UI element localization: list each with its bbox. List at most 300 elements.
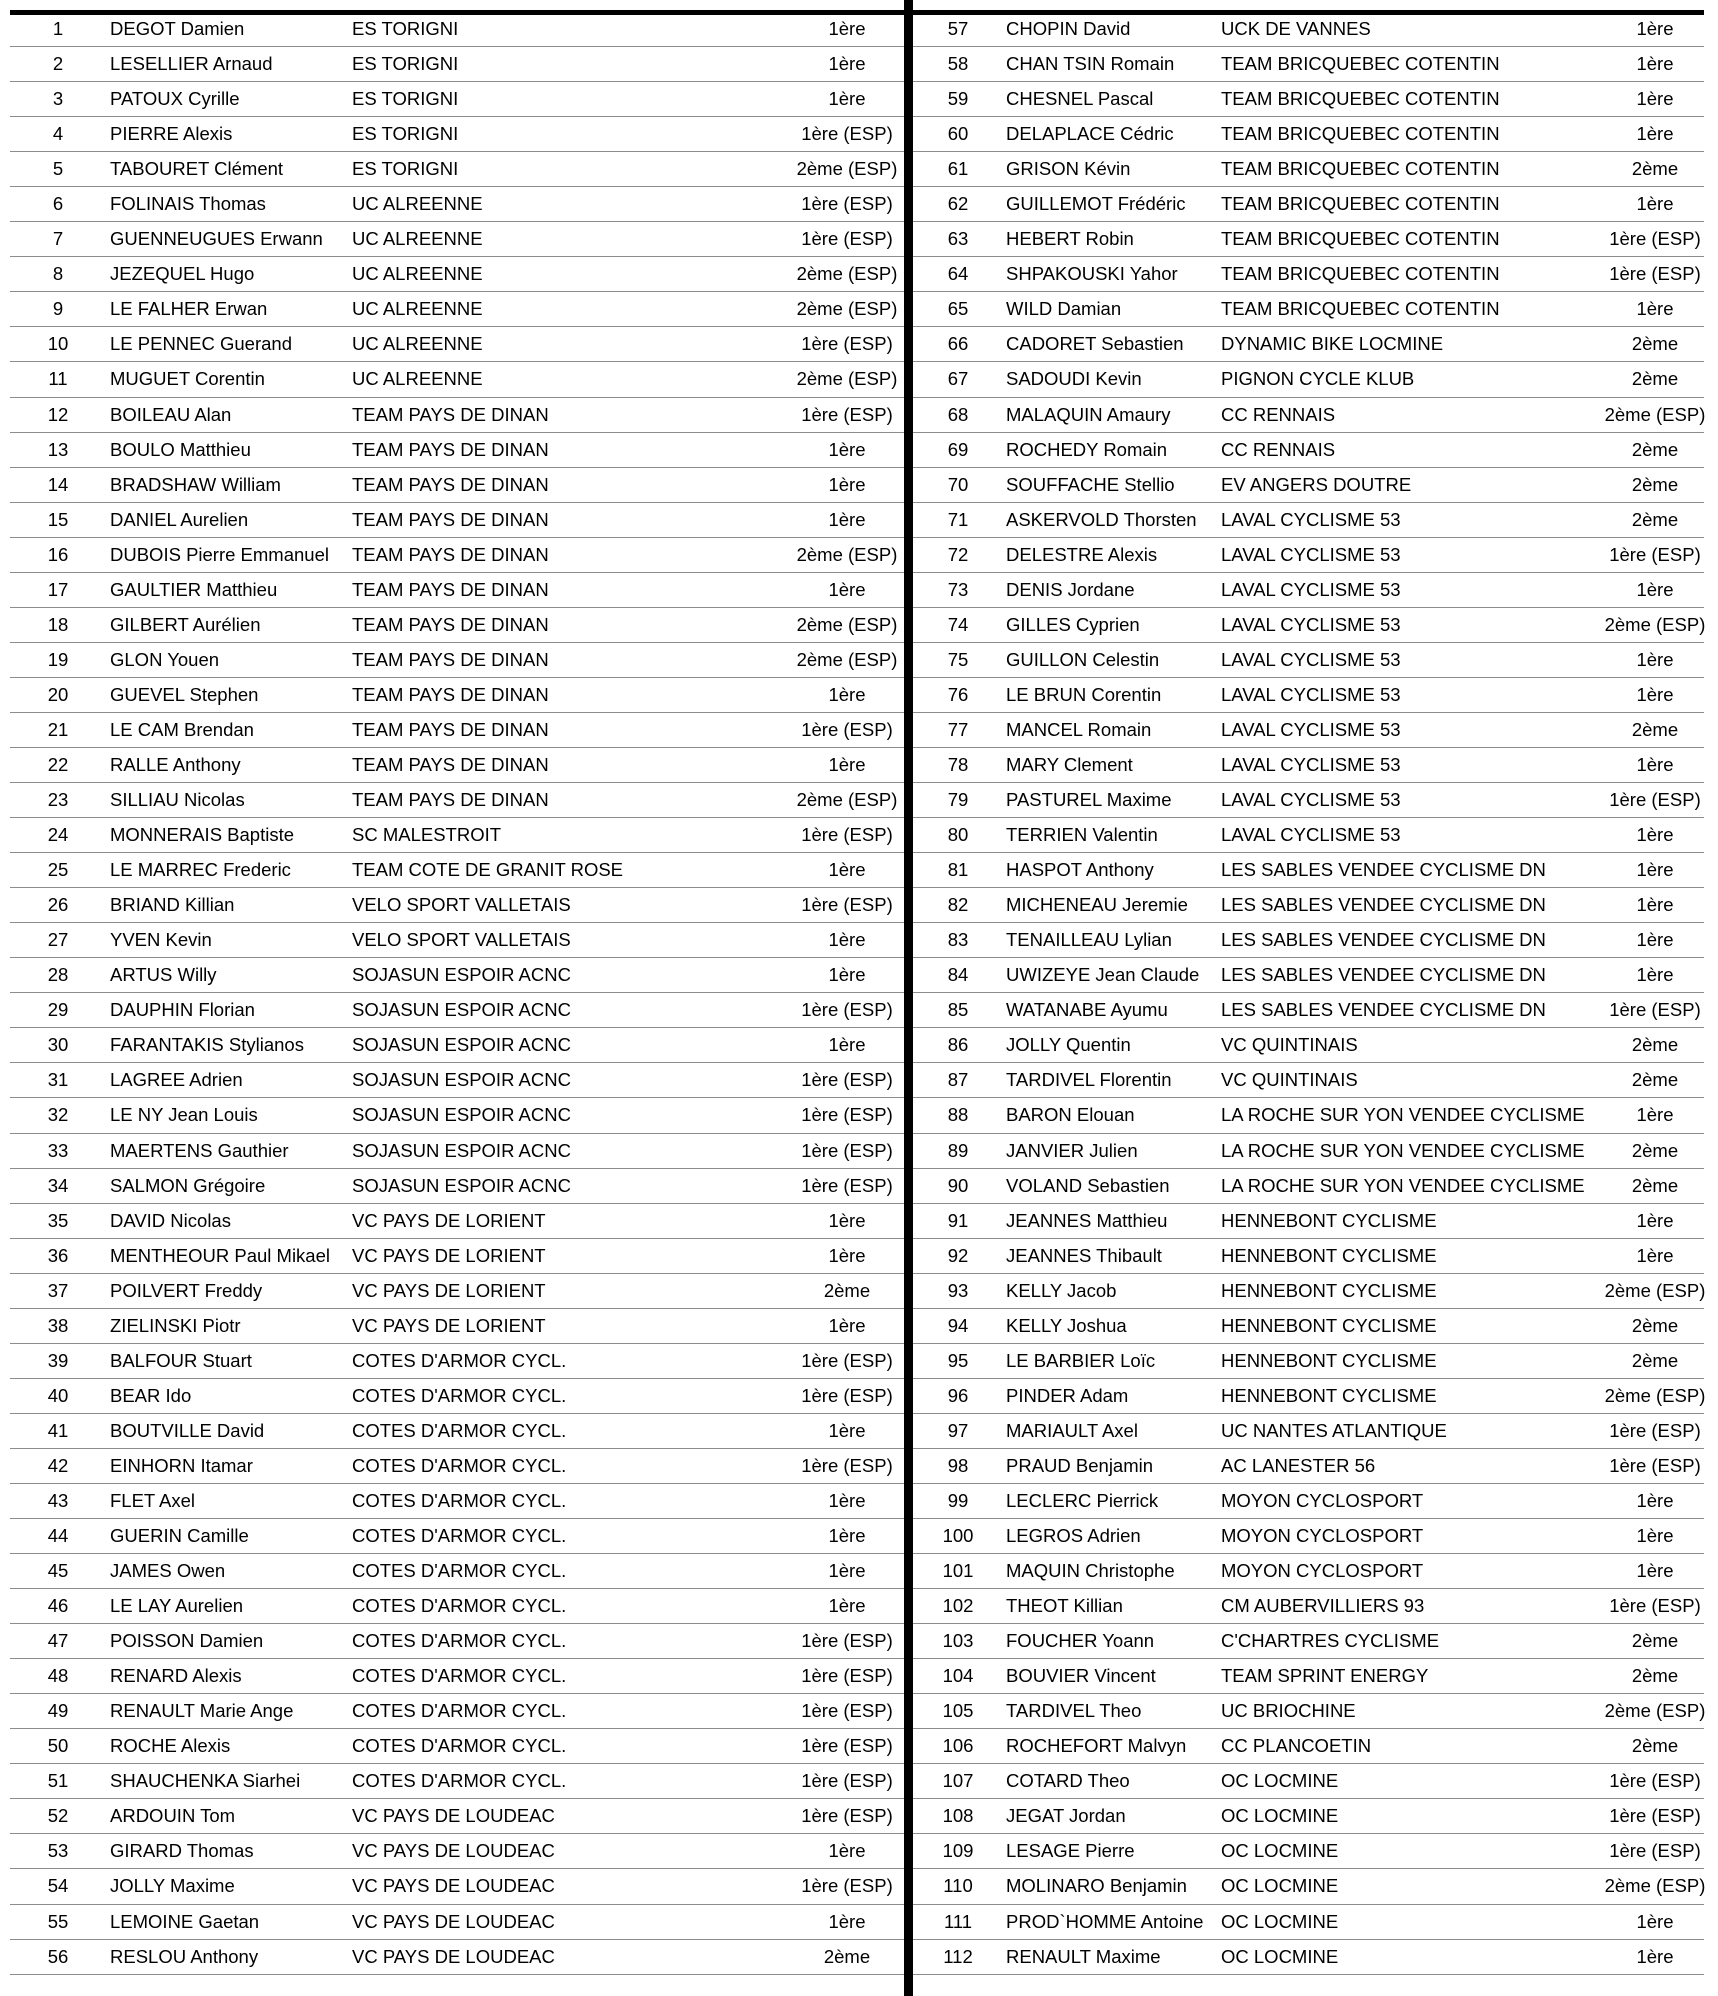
rider-team: TEAM BRICQUEBEC COTENTIN [1221, 123, 1500, 145]
rider-number: 17 [47, 578, 69, 600]
rider-name: PASTUREL Maxime [1006, 789, 1172, 811]
table-row [913, 1484, 1704, 1519]
rider-category: 2ème (ESP) [1604, 613, 1706, 635]
rider-team: HENNEBONT CYCLISME [1221, 1279, 1437, 1301]
rider-name: ROCHEDY Romain [1006, 438, 1168, 460]
rider-number: 111 [943, 1910, 973, 1932]
table-row [10, 1554, 904, 1589]
rider-name: JEGAT Jordan [1006, 1805, 1126, 1827]
rider-number: 108 [942, 1805, 974, 1827]
rider-name: JAMES Owen [110, 1560, 226, 1582]
rider-category: 1ère [828, 53, 866, 75]
rider-team: LAVAL CYCLISME 53 [1221, 683, 1401, 705]
rider-name: GUERIN Camille [110, 1525, 249, 1547]
rider-name: MENTHEOUR Paul Mikael [110, 1244, 330, 1266]
rider-team: TEAM BRICQUEBEC COTENTIN [1221, 193, 1500, 215]
rider-name: GUILLON Celestin [1006, 648, 1160, 670]
rider-number: 69 [947, 438, 969, 460]
rider-team: COTES D'ARMOR CYCL. [352, 1454, 567, 1476]
table-row [913, 1694, 1704, 1729]
table-row [10, 1098, 904, 1133]
table-row [10, 1379, 904, 1414]
rider-category: 1ère (ESP) [801, 228, 893, 250]
table-row [10, 1624, 904, 1659]
rider-name: DAUPHIN Florian [110, 999, 255, 1021]
rider-category: 2ème [1631, 1630, 1679, 1652]
rider-team: SOJASUN ESPOIR ACNC [352, 1034, 571, 1056]
rider-name: MAQUIN Christophe [1006, 1560, 1175, 1582]
table-row [913, 1449, 1704, 1484]
rider-category: 2ème [1631, 1069, 1679, 1091]
rider-category: 1ère [1636, 753, 1674, 775]
rider-name: LESELLIER Arnaud [110, 53, 273, 75]
rider-team: COTES D'ARMOR CYCL. [352, 1735, 567, 1757]
rider-number: 75 [947, 648, 969, 670]
rider-name: DELESTRE Alexis [1006, 543, 1158, 565]
rider-number: 21 [47, 718, 69, 740]
rider-category: 1ère (ESP) [801, 1349, 893, 1371]
table-row [913, 1589, 1704, 1624]
table-row [10, 1869, 904, 1904]
table-row [10, 1309, 904, 1344]
rider-number: 56 [47, 1945, 69, 1967]
rider-category: 1ère [828, 1244, 866, 1266]
rider-name: GRISON Kévin [1006, 158, 1131, 180]
rider-number: 20 [47, 683, 69, 705]
rider-name: MANCEL Romain [1006, 718, 1152, 740]
rider-number: 87 [947, 1069, 969, 1091]
rider-category: 2ème [823, 1945, 871, 1967]
rider-category: 2ème [1631, 1314, 1679, 1336]
rider-number: 15 [47, 508, 69, 530]
rider-team: UC ALREENNE [352, 333, 483, 355]
table-row [913, 538, 1704, 573]
rider-category: 2ème [1631, 1174, 1679, 1196]
rider-category: 1ère (ESP) [801, 1770, 893, 1792]
rider-category: 1ère (ESP) [801, 824, 893, 846]
table-row [913, 1063, 1704, 1098]
rider-team: OC LOCMINE [1221, 1840, 1339, 1862]
table-row [10, 573, 904, 608]
rider-name: YVEN Kevin [110, 929, 212, 951]
table-row [913, 573, 1704, 608]
rider-number: 95 [947, 1349, 969, 1371]
rider-category: 2ème (ESP) [1604, 1279, 1706, 1301]
rider-number: 109 [942, 1840, 974, 1862]
rider-number: 80 [947, 824, 969, 846]
rider-number: 40 [47, 1384, 69, 1406]
rider-name: TERRIEN Valentin [1006, 824, 1158, 846]
table-row [10, 888, 904, 923]
rider-category: 2ème [823, 1279, 871, 1301]
rider-name: JEANNES Thibault [1006, 1244, 1162, 1266]
rider-team: VC PAYS DE LOUDEAC [352, 1840, 555, 1862]
rider-name: RENAULT Marie Ange [110, 1700, 294, 1722]
rider-name: ZIELINSKI Piotr [110, 1314, 241, 1336]
rider-number: 99 [947, 1489, 969, 1511]
rider-category: 1ère [1636, 648, 1674, 670]
rider-team: VC QUINTINAIS [1221, 1069, 1358, 1091]
rider-number: 34 [47, 1174, 69, 1196]
rider-name: SHAUCHENKA Siarhei [110, 1770, 301, 1792]
rider-category: 1ère [1636, 1209, 1674, 1231]
rider-category: 1ère [828, 1560, 866, 1582]
rider-team: VC PAYS DE LORIENT [352, 1314, 546, 1336]
rider-name: LE BARBIER Loïc [1006, 1349, 1156, 1371]
rider-category: 2ème [1631, 333, 1679, 355]
rider-team: LA ROCHE SUR YON VENDEE CYCLISME [1221, 1139, 1585, 1161]
rider-name: TARDIVEL Florentin [1006, 1069, 1172, 1091]
rider-name: LE FALHER Erwan [110, 298, 268, 320]
rider-team: VC PAYS DE LOUDEAC [352, 1875, 555, 1897]
rider-name: RALLE Anthony [110, 753, 241, 775]
rider-team: COTES D'ARMOR CYCL. [352, 1349, 567, 1371]
rider-name: HASPOT Anthony [1006, 859, 1154, 881]
rider-category: 1ère [1636, 298, 1674, 320]
rider-team: UC ALREENNE [352, 263, 483, 285]
rider-name: BOUTVILLE David [110, 1419, 265, 1441]
rider-team: ES TORIGNI [352, 53, 459, 75]
rider-number: 107 [942, 1770, 974, 1792]
rider-number: 112 [943, 1945, 973, 1967]
table-row [913, 468, 1704, 503]
rider-team: LA ROCHE SUR YON VENDEE CYCLISME [1221, 1104, 1585, 1126]
rider-team: LAVAL CYCLISME 53 [1221, 508, 1401, 530]
rider-category: 1ère (ESP) [801, 1174, 893, 1196]
rider-category: 1ère [828, 1525, 866, 1547]
rider-category: 1ère (ESP) [1609, 543, 1701, 565]
rider-category: 1ère [828, 1419, 866, 1441]
rider-number: 52 [47, 1805, 69, 1827]
rider-name: ASKERVOLD Thorsten [1006, 508, 1197, 530]
rider-number: 82 [947, 894, 969, 916]
table-row [10, 503, 904, 538]
rider-number: 53 [47, 1840, 69, 1862]
rider-team: TEAM BRICQUEBEC COTENTIN [1221, 263, 1500, 285]
table-row [913, 433, 1704, 468]
rider-team: COTES D'ARMOR CYCL. [352, 1489, 567, 1511]
table-row [10, 1239, 904, 1274]
rider-name: CHESNEL Pascal [1006, 88, 1154, 110]
table-row [10, 1940, 904, 1975]
rider-name: SOUFFACHE Stellio [1006, 473, 1175, 495]
rider-category: 1ère [1636, 53, 1674, 75]
rider-category: 1ère [828, 1034, 866, 1056]
rider-number: 79 [947, 789, 969, 811]
table-row [10, 468, 904, 503]
table-row [913, 1905, 1704, 1940]
rider-name: SALMON Grégoire [110, 1174, 266, 1196]
rider-number: 70 [947, 473, 969, 495]
rider-number: 92 [947, 1244, 969, 1266]
rider-team: UCK DE VANNES [1221, 18, 1371, 39]
table-row [913, 1134, 1704, 1169]
rider-team: COTES D'ARMOR CYCL. [352, 1525, 567, 1547]
rider-team: LAVAL CYCLISME 53 [1221, 753, 1401, 775]
rider-team: CC RENNAIS [1221, 403, 1336, 425]
rider-team: VC PAYS DE LOUDEAC [352, 1910, 555, 1932]
rider-number: 59 [947, 88, 969, 110]
rider-name: MALAQUIN Amaury [1006, 403, 1171, 425]
rider-category: 2ème (ESP) [796, 613, 898, 635]
table-row [913, 993, 1704, 1028]
table-row [10, 993, 904, 1028]
rider-category: 1ère [1636, 1489, 1674, 1511]
rider-number: 71 [947, 508, 969, 530]
rider-category: 2ème [1631, 1665, 1679, 1687]
rider-team: VC PAYS DE LORIENT [352, 1244, 546, 1266]
table-row [913, 1098, 1704, 1133]
table-row [913, 1204, 1704, 1239]
rider-name: POISSON Damien [110, 1630, 264, 1652]
rider-name: VOLAND Sebastien [1006, 1174, 1170, 1196]
rider-team: TEAM PAYS DE DINAN [352, 613, 549, 635]
rider-number: 29 [47, 999, 69, 1021]
rider-number: 97 [947, 1419, 969, 1441]
rider-team: VC PAYS DE LORIENT [352, 1209, 546, 1231]
rider-name: MICHENEAU Jeremie [1006, 894, 1188, 916]
rider-number: 51 [47, 1770, 69, 1792]
rider-name: TARDIVEL Theo [1006, 1700, 1142, 1722]
rider-team: TEAM BRICQUEBEC COTENTIN [1221, 228, 1500, 250]
rider-team: MOYON CYCLOSPORT [1221, 1489, 1424, 1511]
table-row [913, 503, 1704, 538]
rider-name: PRAUD Benjamin [1006, 1454, 1154, 1476]
rider-name: POILVERT Freddy [110, 1279, 263, 1301]
rider-number: 72 [947, 543, 969, 565]
rider-name: FARANTAKIS Stylianos [110, 1034, 304, 1056]
rider-category: 1ère [1636, 1945, 1674, 1967]
table-row [10, 362, 904, 397]
rider-number: 60 [947, 123, 969, 145]
table-row [10, 433, 904, 468]
rider-number: 42 [47, 1454, 69, 1476]
rider-team: TEAM COTE DE GRANIT ROSE [352, 859, 624, 881]
rider-category: 1ère (ESP) [801, 1630, 893, 1652]
rider-name: FOLINAIS Thomas [110, 193, 266, 215]
rider-number: 84 [947, 964, 969, 986]
rider-team: COTES D'ARMOR CYCL. [352, 1384, 567, 1406]
rider-category: 1ère (ESP) [801, 1700, 893, 1722]
rider-name: BRADSHAW William [110, 473, 281, 495]
rider-name: BRIAND Killian [110, 894, 235, 916]
rider-number: 88 [947, 1104, 969, 1126]
rider-category: 1ère (ESP) [801, 1069, 893, 1091]
rider-number: 110 [943, 1875, 973, 1897]
rider-category: 2ème (ESP) [796, 648, 898, 670]
rider-number: 102 [942, 1595, 974, 1617]
rider-team: OC LOCMINE [1221, 1910, 1339, 1932]
rider-team: COTES D'ARMOR CYCL. [352, 1700, 567, 1722]
rider-name: LEMOINE Gaetan [110, 1910, 260, 1932]
rider-name: LE LAY Aurelien [110, 1595, 244, 1617]
table-row [10, 152, 904, 187]
rider-category: 1ère [828, 1314, 866, 1336]
table-row [10, 1414, 904, 1449]
rider-number: 63 [947, 228, 969, 250]
rider-team: OC LOCMINE [1221, 1770, 1339, 1792]
rider-category: 1ère [828, 1209, 866, 1231]
rider-number: 105 [942, 1700, 974, 1722]
rider-name: GUENNEUGUES Erwann [110, 228, 323, 250]
rider-name: PINDER Adam [1006, 1384, 1129, 1406]
table-row [913, 1274, 1704, 1309]
rider-name: MOLINARO Benjamin [1006, 1875, 1187, 1897]
rider-category: 2ème [1631, 1034, 1679, 1056]
table-row [10, 538, 904, 573]
rider-number: 32 [47, 1104, 69, 1126]
table-row [913, 1940, 1704, 1975]
rider-number: 90 [947, 1174, 969, 1196]
rider-category: 1ère [1636, 683, 1674, 705]
rider-name: GAULTIER Matthieu [110, 578, 278, 600]
rider-name: LE CAM Brendan [110, 718, 254, 740]
rider-category: 1ère [828, 88, 866, 110]
rider-number: 48 [47, 1665, 69, 1687]
rider-number: 62 [947, 193, 969, 215]
table-row [913, 398, 1704, 433]
table-row [10, 958, 904, 993]
rider-name: ARDOUIN Tom [110, 1805, 236, 1827]
rider-team: OC LOCMINE [1221, 1875, 1339, 1897]
table-row [913, 12, 1704, 47]
rider-number: 33 [47, 1139, 69, 1161]
table-row [913, 1309, 1704, 1344]
rider-category: 1ère (ESP) [801, 1454, 893, 1476]
rider-category: 1ère [1636, 1104, 1674, 1126]
rider-team: LAVAL CYCLISME 53 [1221, 648, 1401, 670]
rider-team: UC ALREENNE [352, 368, 483, 390]
rider-name: CADORET Sebastien [1006, 333, 1184, 355]
rider-number: 36 [47, 1244, 69, 1266]
table-row [913, 1239, 1704, 1274]
rider-number: 18 [47, 613, 69, 635]
rider-number: 106 [942, 1735, 974, 1757]
rider-number: 2 [52, 53, 64, 75]
table-row [913, 1414, 1704, 1449]
table-row [10, 292, 904, 327]
rider-number: 50 [47, 1735, 69, 1757]
rider-name: MUGUET Corentin [110, 368, 265, 390]
rider-team: UC ALREENNE [352, 193, 483, 215]
rider-name: MARIAULT Axel [1006, 1419, 1138, 1441]
rider-category: 2ème [1631, 1139, 1679, 1161]
rider-number: 30 [47, 1034, 69, 1056]
rider-category: 1ère (ESP) [801, 1665, 893, 1687]
rider-category: 1ère (ESP) [801, 193, 893, 215]
table-row [10, 923, 904, 958]
rider-number: 16 [47, 543, 69, 565]
rider-name: BOULO Matthieu [110, 438, 251, 460]
rider-name: WILD Damian [1006, 298, 1122, 320]
table-row [913, 608, 1704, 643]
table-row [10, 1764, 904, 1799]
table-row [10, 1344, 904, 1379]
rider-name: UWIZEYE Jean Claude [1006, 964, 1200, 986]
rider-number: 37 [47, 1279, 69, 1301]
rider-number: 5 [52, 158, 64, 180]
rider-name: EINHORN Itamar [110, 1454, 253, 1476]
table-row [10, 748, 904, 783]
rider-category: 1ère [828, 1595, 866, 1617]
table-row [913, 47, 1704, 82]
rider-name: LE NY Jean Louis [110, 1104, 258, 1126]
rider-number: 89 [947, 1139, 969, 1161]
table-row [913, 152, 1704, 187]
table-row [10, 1905, 904, 1940]
rider-category: 1ère (ESP) [801, 999, 893, 1021]
rider-number: 8 [52, 263, 64, 285]
rider-number: 46 [47, 1595, 69, 1617]
rider-name: RESLOU Anthony [110, 1945, 259, 1967]
rider-category: 1ère [1636, 1244, 1674, 1266]
rider-number: 13 [47, 438, 69, 460]
table-row [913, 1729, 1704, 1764]
rider-number: 54 [47, 1875, 69, 1897]
rider-team: SOJASUN ESPOIR ACNC [352, 1104, 571, 1126]
rider-category: 1ère (ESP) [1609, 1595, 1701, 1617]
rider-name: MAERTENS Gauthier [110, 1139, 289, 1161]
table-row [10, 327, 904, 362]
rider-category: 1ère (ESP) [801, 894, 893, 916]
rider-team: MOYON CYCLOSPORT [1221, 1525, 1424, 1547]
rider-category: 1ère (ESP) [1609, 1805, 1701, 1827]
rider-number: 81 [947, 859, 969, 881]
rider-number: 67 [947, 368, 969, 390]
rider-number: 74 [947, 613, 969, 635]
table-row [913, 888, 1704, 923]
rider-name: MONNERAIS Baptiste [110, 824, 295, 846]
rider-category: 1ère (ESP) [801, 403, 893, 425]
rider-number: 12 [47, 403, 69, 425]
table-row [913, 257, 1704, 292]
rider-category: 2ème (ESP) [796, 158, 898, 180]
rider-team: TEAM PAYS DE DINAN [352, 789, 549, 811]
rider-name: ARTUS Willy [110, 964, 217, 986]
rider-team: DYNAMIC BIKE LOCMINE [1221, 333, 1444, 355]
rider-number: 47 [47, 1630, 69, 1652]
rider-category: 1ère [1636, 964, 1674, 986]
rider-team: TEAM PAYS DE DINAN [352, 718, 549, 740]
rider-team: VELO SPORT VALLETAIS [352, 894, 571, 916]
rider-number: 41 [47, 1419, 69, 1441]
rider-name: FLET Axel [110, 1489, 196, 1511]
rider-team: LES SABLES VENDEE CYCLISME DN [1221, 859, 1546, 881]
rider-name: BOUVIER Vincent [1006, 1665, 1156, 1687]
rider-table-left [10, 12, 904, 1975]
rider-team: LAVAL CYCLISME 53 [1221, 824, 1401, 846]
table-row [10, 853, 904, 888]
table-row [10, 1204, 904, 1239]
rider-category: 1ère (ESP) [801, 1805, 893, 1827]
rider-category: 2ème (ESP) [796, 543, 898, 565]
rider-number: 73 [947, 578, 969, 600]
rider-number: 61 [947, 158, 969, 180]
rider-team: VC PAYS DE LOUDEAC [352, 1945, 555, 1967]
rider-team: LES SABLES VENDEE CYCLISME DN [1221, 964, 1546, 986]
rider-name: PROD`HOMME Antoine [1006, 1910, 1204, 1932]
rider-team: COTES D'ARMOR CYCL. [352, 1770, 567, 1792]
rider-category: 2ème (ESP) [1604, 1700, 1706, 1722]
rider-name: CHOPIN David [1006, 18, 1131, 39]
rider-category: 1ère [1636, 1910, 1674, 1932]
rider-name: LECLERC Pierrick [1006, 1489, 1159, 1511]
rider-team: SOJASUN ESPOIR ACNC [352, 1139, 571, 1161]
rider-team: LA ROCHE SUR YON VENDEE CYCLISME [1221, 1174, 1585, 1196]
table-row [10, 1063, 904, 1098]
rider-name: LESAGE Pierre [1006, 1840, 1135, 1862]
table-row [913, 713, 1704, 748]
